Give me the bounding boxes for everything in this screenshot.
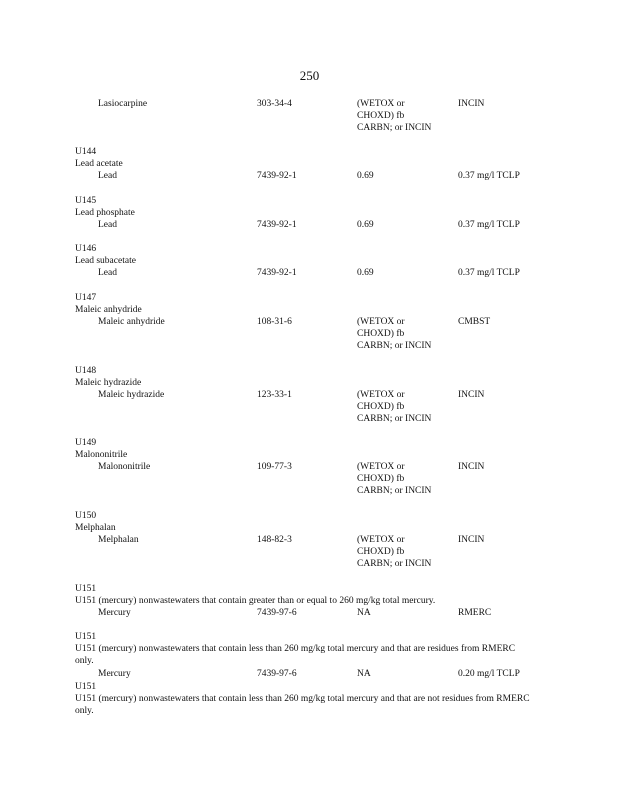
constituent-name: Melphalan bbox=[98, 535, 139, 545]
chemical-name: Melphalan bbox=[75, 523, 116, 533]
nonwastewater-standard: 0.37 mg/l TCLP bbox=[458, 171, 520, 181]
wastewater-standard: (WETOX or CHOXD) fb CARBN; or INCIN bbox=[357, 462, 432, 496]
constituent-name: Malononitrile bbox=[98, 462, 151, 472]
waste-code: U145 bbox=[75, 196, 97, 206]
cas-number: 108-31-6 bbox=[257, 317, 292, 327]
wastewater-standard: (WETOX or CHOXD) fb CARBN; or INCIN bbox=[357, 390, 432, 424]
nonwastewater-standard: INCIN bbox=[458, 390, 485, 400]
nonwastewater-standard: 0.37 mg/l TCLP bbox=[458, 268, 520, 278]
wastewater-standard: (WETOX or CHOXD) fb CARBN; or INCIN bbox=[357, 535, 432, 569]
cas-number: 303-34-4 bbox=[257, 99, 292, 109]
waste-code: U150 bbox=[75, 511, 97, 521]
constituent-name: Maleic hydrazide bbox=[98, 390, 165, 400]
wastewater-standard: NA bbox=[357, 669, 371, 679]
chemical-name: Lead acetate bbox=[75, 159, 123, 169]
chemical-name: Lead phosphate bbox=[75, 208, 135, 218]
waste-code: U146 bbox=[75, 244, 97, 254]
cas-number: 7439-92-1 bbox=[257, 171, 297, 181]
cas-number: 123-33-1 bbox=[257, 390, 292, 400]
waste-code: U148 bbox=[75, 366, 97, 376]
constituent-name: Lead bbox=[98, 268, 117, 278]
wastewater-standard: 0.69 bbox=[357, 220, 374, 230]
nonwastewater-standard: INCIN bbox=[458, 462, 485, 472]
waste-code: U149 bbox=[75, 438, 97, 448]
constituent-name: Lead bbox=[98, 171, 117, 181]
page-number: 250 bbox=[299, 68, 320, 83]
wastewater-standard: 0.69 bbox=[357, 268, 374, 278]
nonwastewater-standard: 0.20 mg/l TCLP bbox=[458, 669, 520, 679]
constituent-name: Lead bbox=[98, 220, 117, 230]
nonwastewater-standard: RMERC bbox=[458, 608, 492, 618]
cas-number: 7439-97-6 bbox=[257, 669, 297, 679]
nonwastewater-standard: CMBST bbox=[458, 317, 491, 327]
wastewater-standard: (WETOX or CHOXD) fb CARBN; or INCIN bbox=[357, 317, 432, 351]
waste-description: U151 (mercury) nonwastewaters that contain less than 260 mg/kg total mercury and that are residues from RMERC only. bbox=[75, 644, 516, 666]
nonwastewater-standard: INCIN bbox=[458, 99, 485, 109]
cas-number: 109-77-3 bbox=[257, 462, 292, 472]
wastewater-standard: NA bbox=[357, 608, 371, 618]
wastewater-standard: (WETOX or CHOXD) fb CARBN; or INCIN bbox=[357, 99, 432, 133]
waste-code: U151 bbox=[75, 632, 97, 642]
chemical-name: Maleic hydrazide bbox=[75, 378, 142, 388]
waste-description: U151 (mercury) nonwastewaters that contain less than 260 mg/kg total mercury and that are not residues from RMERC only. bbox=[75, 694, 530, 716]
constituent-name: Mercury bbox=[98, 608, 131, 618]
wastewater-standard: 0.69 bbox=[357, 171, 374, 181]
cas-number: 7439-92-1 bbox=[257, 220, 297, 230]
constituent-name: Maleic anhydride bbox=[98, 317, 165, 327]
chemical-name: Malononitrile bbox=[75, 450, 128, 460]
nonwastewater-standard: INCIN bbox=[458, 535, 485, 545]
waste-code: U151 bbox=[75, 682, 97, 692]
cas-number: 7439-97-6 bbox=[257, 608, 297, 618]
cas-number: 148-82-3 bbox=[257, 535, 292, 545]
constituent-name: Lasiocarpine bbox=[98, 99, 148, 109]
cas-number: 7439-92-1 bbox=[257, 268, 297, 278]
chemical-name: Maleic anhydride bbox=[75, 305, 142, 315]
constituent-name: Mercury bbox=[98, 669, 131, 679]
waste-code: U151 bbox=[75, 584, 97, 594]
waste-code: U144 bbox=[75, 147, 97, 157]
chemical-name: Lead subacetate bbox=[75, 256, 136, 266]
waste-description: U151 (mercury) nonwastewaters that contain greater than or equal to 260 mg/kg total mercury. bbox=[75, 596, 436, 606]
waste-code: U147 bbox=[75, 293, 97, 303]
nonwastewater-standard: 0.37 mg/l TCLP bbox=[458, 220, 520, 230]
